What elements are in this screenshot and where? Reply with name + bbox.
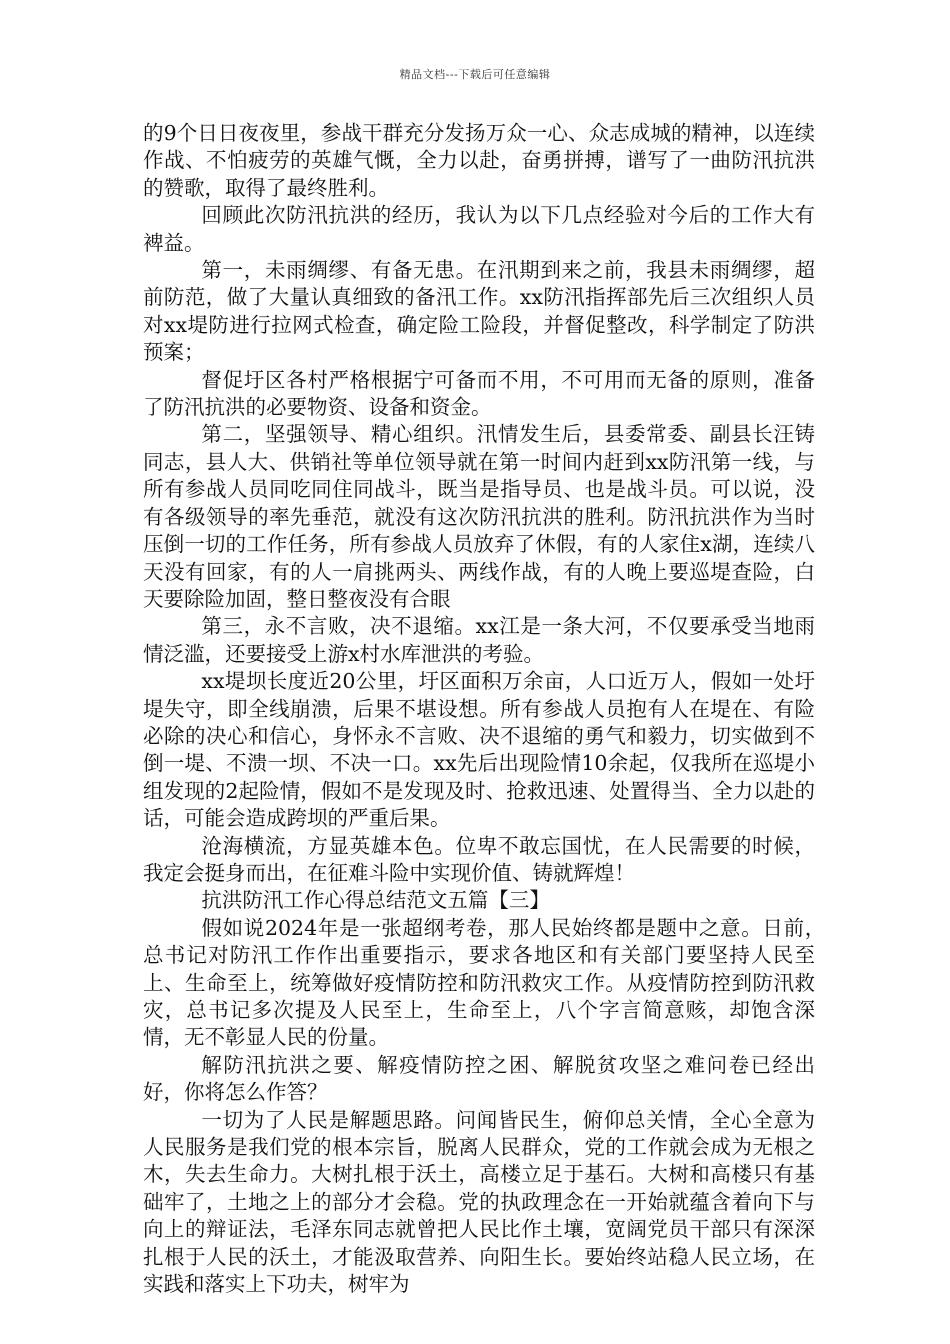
paragraph-hero: 沧海横流，方显英雄本色。位卑不敢忘国忧，在人民需要的时候，我定会挺身而出，在征难斗险中实现价值、铸就辉煌！ bbox=[143, 833, 815, 885]
section-heading: 抗洪防汛工作心得总结范文五篇【三】 bbox=[201, 888, 550, 913]
page-header: 精品文档---下载后可任意编辑 bbox=[399, 68, 551, 81]
paragraph-supervise: 督促圩区各村严格根据宁可备而不用，不可用而无备的原则，准备了防汛抗洪的必要物资、设备和资金。 bbox=[143, 367, 815, 420]
paragraph-review: 回顾此次防汛抗洪的经历，我认为以下几点经验对今后的工作大有裨益。 bbox=[143, 203, 815, 255]
paragraph-people: 一切为了人民是解题思路。问闻皆民生，俯仰总关情，全心全意为人民服务是我们党的根本宗旨，脱离人民群众，党的工作就会成为无根之木，失去生命力。大树扎根于沃土，高楼立足于基石。大树和高楼只有基础牢了，土地之上的部分才会稳。党的执政理念在一开始就蕴含着向下与向上的辩证法，毛泽东同志就曾把人民比作土壤，宽阔党员干部只有深深扎根于人民的沃土，才能汲取营养、向阳生长。要始终站稳人民立场，在实践和落实上下功夫，树牢为 bbox=[143, 1107, 815, 1297]
paragraph-exam: 假如说2024年是一张超纲考卷，那人民始终都是题中之意。日前， 总书记对防汛工作作出重要指示，要求各地区和有关部门要坚持人民至上、生命至上，统筹做好疫情防控和防汛救灾工作。从疫情防控到防汛救灾，总书记多次提及人民至上，生命至上，八个字言简意赅，却饱含深情，无不彰显人民的份量。 bbox=[143, 915, 836, 1050]
paragraph-first-point: 第一，未雨绸缪、有备无患。在汛期到来之前，我县未雨绸缪，超前防范，做了大量认真细致的备汛工作。xx防汛指挥部先后三次组织人员对xx堤防进行拉网式检查，确定险工险段，并督促整改，科学制定了防洪预案； bbox=[143, 258, 815, 365]
paragraph-third-point: 第三，永不言败，决不退缩。xx江是一条大河，不仅要承受当地雨情泛滥，还要接受上游x村水库泄洪的考验。 bbox=[143, 614, 815, 666]
document-body bbox=[143, 120, 836, 1298]
paragraph-second-point: 第二，坚强领导、精心组织。汛情发生后，县委常委、副县长汪铸同志，县人大、供销社等单位领导就在第一时间内赶到xx防汛第一线，与所有参战人员同吃同住同战斗，既当是指导员、也是战斗员。可以说，没有各级领导的率先垂范，就没有这次防汛抗洪的胜利。防汛抗洪作为当时压倒一切的工作任务，所有参战人员放弃了休假，有的人家住x湖，连续八天没有回家，有的人一肩挑两头、两线作战，有的人晚上要巡堤查险，白天要除险加固，整日整夜没有合眼 bbox=[143, 422, 815, 611]
paragraph-continuation: 的9个日日夜夜里，参战干群充分发扬万众一心、众志成城的精神，以连续作战、不怕疲劳的英雄气慨，全力以赴，奋勇拼搏，谱写了一曲防汛抗洪的赞歌，取得了最终胜利。 bbox=[143, 121, 815, 200]
paragraph-question: 解防汛抗洪之要、解疫情防控之困、解脱贫攻坚之难问卷已经出好，你将怎么作答？ bbox=[143, 1052, 815, 1105]
paragraph-dam: xx堤坝长度近20公里，圩区面积万余亩，人口近万人，假如一处圩堤失守，即全线崩溃，后果不堪设想。所有参战人员抱有人在堤在、有险必除的决心和信心，身怀永不言败、决不退缩的勇气和毅力，切实做到不倒一堤、不溃一坝、不决一口。xx先后出现险情10余起，仅我所在巡堤小组发现的2起险情，假如不是发现及时、抢救迅速、处置得当、全力以赴的话，可能会造成跨坝的严重后果。 bbox=[143, 669, 815, 831]
